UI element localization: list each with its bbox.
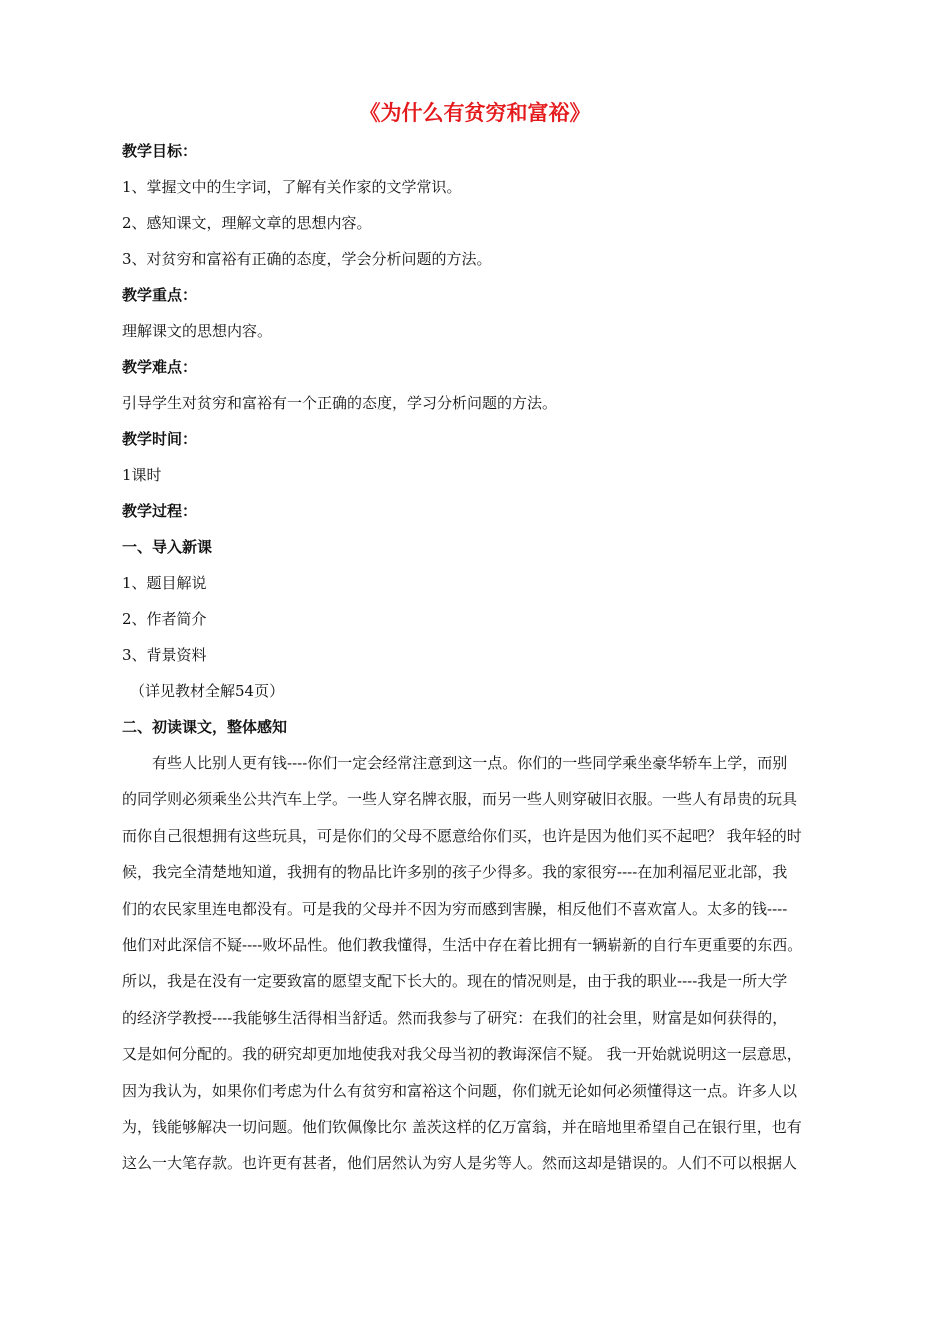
body-line: 1、题目解说 bbox=[122, 574, 207, 592]
body-line: 理解课文的思想内容。 bbox=[122, 322, 273, 340]
section-heading: 教学过程： bbox=[122, 502, 198, 520]
body-line: 3、背景资料 bbox=[122, 646, 207, 664]
body-line: 2、感知课文，理解文章的思想内容。 bbox=[122, 214, 372, 232]
paragraph-line: 所以，我是在没有一定要致富的愿望支配下长大的。现在的情况则是，由于我的职业----我是一所大学 bbox=[122, 972, 788, 991]
body-line: 1课时 bbox=[122, 466, 162, 484]
section-heading: 教学重点： bbox=[122, 286, 198, 304]
paragraph-line: 候，我完全清楚地知道，我拥有的物品比许多别的孩子少得多。我的家很穷----在加利福尼亚北部，我 bbox=[122, 863, 788, 882]
body-line: 引导学生对贫穷和富裕有一个正确的态度，学习分析问题的方法。 bbox=[122, 394, 558, 412]
body-line: 2、作者简介 bbox=[122, 610, 207, 628]
paragraph-line: 因为我认为，如果你们考虑为什么有贫穷和富裕这个问题，你们就无论如何必须懂得这一点。许多人以 bbox=[122, 1081, 798, 1100]
section-heading: 一、导入新课 bbox=[122, 538, 213, 556]
paragraph-line: 又是如何分配的。我的研究却更加地使我对我父母当初的教诲深信不疑。 我一开始就说明这一层意思， bbox=[122, 1045, 802, 1064]
section-heading: 教学难点： bbox=[122, 358, 198, 376]
paragraph-line: 而你自己很想拥有这些玩具，可是你们的父母不愿意给你们买，也许是因为他们买不起吧？ 我年轻的时 bbox=[122, 826, 802, 845]
body-line: （详见教材全解54页） bbox=[130, 682, 285, 700]
paragraph-line: 的经济学教授----我能够生活得相当舒适。然而我参与了研究：在我们的社会里，财富是如何获得的， bbox=[122, 1008, 788, 1027]
section-heading: 二、初读课文，整体感知 bbox=[122, 718, 288, 736]
paragraph-line: 他们对此深信不疑----败坏品性。他们教我懂得，生活中存在着比拥有一辆崭新的自行车更重要的东西。 bbox=[122, 935, 803, 954]
body-line: 1、掌握文中的生字词，了解有关作家的文学常识。 bbox=[122, 178, 462, 196]
paragraph-line: 这么一大笔存款。也许更有甚者，他们居然认为穷人是劣等人。然而这却是错误的。人们不可以根据人 bbox=[122, 1154, 798, 1173]
section-heading: 教学时间： bbox=[122, 430, 198, 448]
paragraph-line: 有些人比别人更有钱----你们一定会经常注意到这一点。你们的一些同学乘坐豪华轿车上学，而别 bbox=[152, 754, 788, 772]
paragraph-line: 的同学则必须乘坐公共汽车上学。一些人穿名牌衣服，而另一些人则穿破旧衣服。一些人有昂贵的玩具 bbox=[122, 790, 798, 809]
document-title: 《为什么有贫穷和富裕》 bbox=[359, 101, 591, 125]
body-line: 3、对贫穷和富裕有正确的态度，学会分析问题的方法。 bbox=[122, 250, 492, 268]
document-body bbox=[122, 133, 862, 1182]
intro-paragraph bbox=[122, 745, 862, 1182]
section-heading: 教学目标： bbox=[122, 142, 198, 160]
paragraph-line: 们的农民家里连电都没有。可是我的父母并不因为穷而感到害臊，相反他们不喜欢富人。太多的钱---- bbox=[122, 899, 788, 918]
paragraph-line: 为，钱能够解决一切问题。他们钦佩像比尔 盖茨这样的亿万富翁，并在暗地里希望自己在银行里，也有 bbox=[122, 1117, 802, 1136]
